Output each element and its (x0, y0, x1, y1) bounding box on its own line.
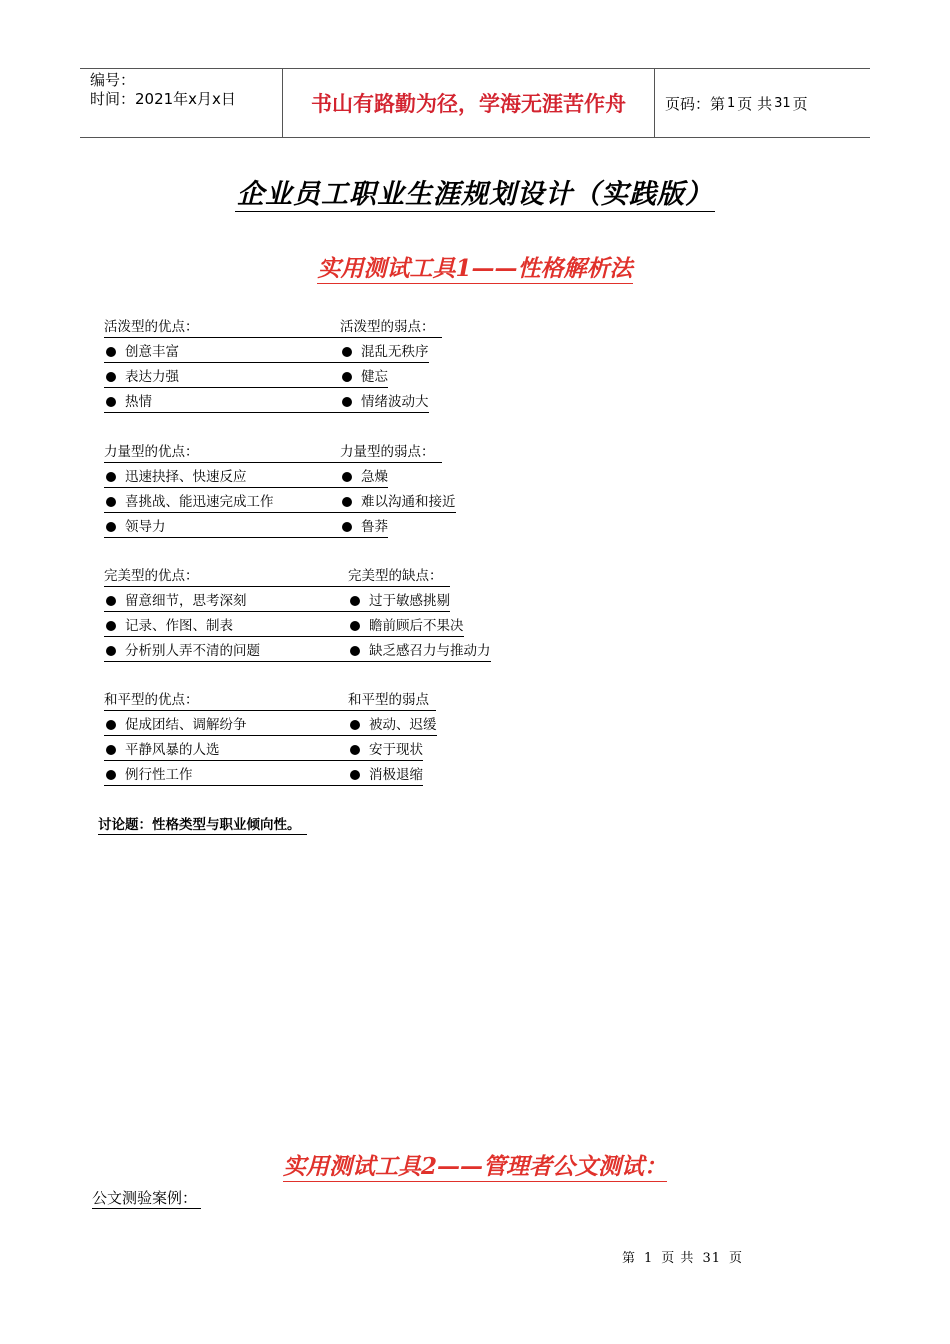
group-left-head: 活泼型的优点： (104, 318, 340, 338)
list-item: 例行性工作 (104, 766, 348, 786)
bullet-icon (106, 347, 116, 357)
list-item: 留意细节，思考深刻 (104, 592, 348, 612)
page-label: 页码：第 (665, 94, 726, 113)
group-right-head: 完美型的缺点： (348, 567, 450, 587)
list-item: 平静风暴的人选 (104, 741, 348, 761)
header-motto: 书山有路勤为径，学海无涯苦作舟 (282, 69, 655, 137)
bullet-icon (342, 497, 352, 507)
bullet-icon (342, 397, 352, 407)
list-item: 缺乏感召力与推动力 (348, 642, 491, 662)
bullet-icon (350, 596, 360, 606)
section1-title: 实用测试工具1——性格解析法 (317, 255, 633, 282)
list-item: 表达力强 (104, 368, 340, 388)
bullet-icon (350, 646, 360, 656)
group-right-head: 力量型的弱点： (340, 443, 442, 463)
page-end: 页 (792, 94, 808, 113)
list-item: 记录、作图、制表 (104, 617, 348, 637)
bullet-icon (106, 646, 116, 656)
discussion-question: 讨论题：性格类型与职业倾向性。 (98, 816, 307, 835)
list-item: 健忘 (340, 368, 388, 388)
footer-suffix: 页 (728, 1251, 743, 1266)
list-item: 情绪波动大 (340, 393, 429, 413)
list-item: 促成团结、调解纷争 (104, 716, 348, 736)
list-item: 瞻前顾后不果决 (348, 617, 464, 637)
bullet-icon (342, 472, 352, 482)
bullet-icon (350, 621, 360, 631)
group-left-head: 和平型的优点： (104, 691, 348, 711)
page-total: 31 (774, 95, 791, 111)
header-page-info (655, 69, 870, 137)
list-item: 过于敏感挑剔 (348, 592, 450, 612)
list-item: 迅速抉择、快速反应 (104, 468, 340, 488)
bullet-icon (106, 745, 116, 755)
bullet-icon (350, 720, 360, 730)
list-item: 混乱无秩序 (340, 343, 429, 363)
bullet-icon (106, 720, 116, 730)
section2-title: 实用测试工具2——管理者公文测试： (282, 1153, 667, 1180)
list-item: 喜挑战、能迅速完成工作 (104, 493, 340, 513)
list-item: 消极退缩 (348, 766, 423, 786)
bullet-icon (350, 745, 360, 755)
bullet-icon (342, 372, 352, 382)
group-left-head: 完美型的优点： (104, 567, 348, 587)
list-item: 安于现状 (348, 741, 423, 761)
page-footer (618, 1247, 747, 1266)
list-item: 领导力 (104, 518, 340, 538)
bullet-icon (342, 347, 352, 357)
list-item: 被动、迟缓 (348, 716, 437, 736)
list-item: 创意丰富 (104, 343, 340, 363)
page-number: 1 (727, 95, 736, 111)
number-label: 编号： (90, 71, 136, 89)
bullet-icon (106, 770, 116, 780)
time-label: 时间：2021年x月x日 (90, 90, 236, 108)
list-item: 难以沟通和接近 (340, 493, 456, 513)
group-right-head: 活泼型的弱点： (340, 318, 442, 338)
list-item: 热情 (104, 393, 340, 413)
bullet-icon (106, 372, 116, 382)
list-item: 鲁莽 (340, 518, 388, 538)
footer-total: 31 (702, 1251, 721, 1266)
bullet-icon (106, 596, 116, 606)
header-meta (80, 69, 282, 137)
page-header (80, 68, 870, 138)
case-label: 公文测验案例： (92, 1189, 201, 1209)
bullet-icon (106, 497, 116, 507)
list-item: 急燥 (340, 468, 388, 488)
group-left-head: 力量型的优点： (104, 443, 340, 463)
group-right-head: 和平型的弱点 (348, 691, 436, 711)
bullet-icon (350, 770, 360, 780)
bullet-icon (106, 621, 116, 631)
page-mid: 页 共 (737, 94, 773, 113)
bullet-icon (106, 522, 116, 532)
footer-mid: 页 共 (661, 1251, 695, 1266)
footer-page: 1 (644, 1251, 654, 1266)
bullet-icon (106, 397, 116, 407)
document-title: 企业员工职业生涯规划设计（实践版） (237, 179, 713, 210)
list-item: 分析别人弄不清的问题 (104, 642, 348, 662)
bullet-icon (106, 472, 116, 482)
footer-prefix: 第 (622, 1251, 637, 1266)
bullet-icon (342, 522, 352, 532)
